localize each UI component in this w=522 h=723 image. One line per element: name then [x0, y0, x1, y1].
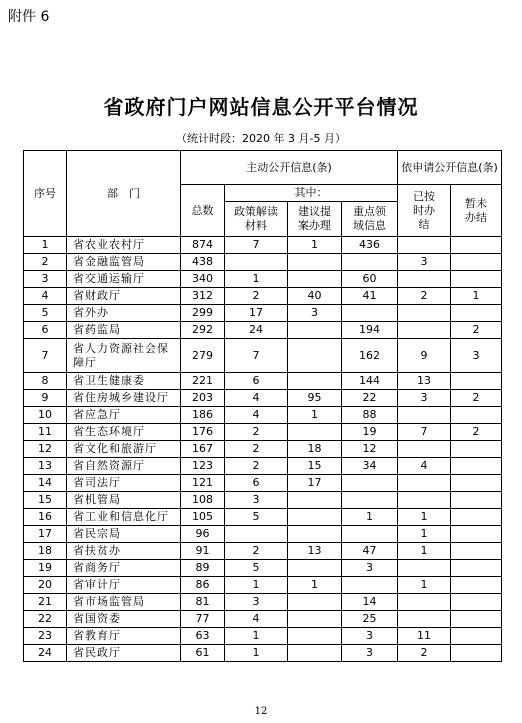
cell-pending: 3	[451, 339, 502, 373]
header-total: 总数	[181, 185, 225, 237]
table-row	[24, 492, 502, 509]
cell-seq: 9	[24, 390, 67, 407]
cell-on-time: 2	[398, 288, 451, 305]
page-number: 12	[254, 706, 268, 717]
cell-on-time: 2	[398, 645, 451, 662]
header-pending: 暂未办结	[451, 185, 502, 237]
table-row	[24, 237, 502, 254]
cell-policy	[225, 254, 288, 271]
cell-key-area: 3	[342, 628, 398, 645]
cell-on-time: 4	[398, 458, 451, 475]
cell-proposal	[288, 611, 342, 628]
cell-total: 167	[181, 441, 225, 458]
cell-total: 176	[181, 424, 225, 441]
cell-dept: 省药监局	[67, 322, 181, 339]
table-body	[24, 237, 502, 662]
cell-dept: 省自然资源厅	[67, 458, 181, 475]
cell-seq: 21	[24, 594, 67, 611]
cell-total: 186	[181, 407, 225, 424]
cell-key-area: 3	[342, 645, 398, 662]
cell-proposal: 3	[288, 305, 342, 322]
table-row	[24, 560, 502, 577]
cell-key-area	[342, 526, 398, 543]
cell-seq: 13	[24, 458, 67, 475]
cell-proposal	[288, 254, 342, 271]
cell-pending	[451, 271, 502, 288]
cell-pending	[451, 458, 502, 475]
cell-total: 292	[181, 322, 225, 339]
cell-on-time: 1	[398, 577, 451, 594]
cell-on-time	[398, 492, 451, 509]
cell-policy: 17	[225, 305, 288, 322]
table-row	[24, 594, 502, 611]
cell-dept: 省外办	[67, 305, 181, 322]
cell-proposal	[288, 424, 342, 441]
cell-on-time	[398, 271, 451, 288]
cell-pending: 2	[451, 390, 502, 407]
cell-total: 77	[181, 611, 225, 628]
header-proactive: 主动公开信息(条)	[181, 151, 398, 185]
cell-key-area: 60	[342, 271, 398, 288]
table-row	[24, 543, 502, 560]
table-row	[24, 526, 502, 543]
cell-pending	[451, 305, 502, 322]
cell-dept: 省扶贫办	[67, 543, 181, 560]
cell-proposal: 1	[288, 407, 342, 424]
cell-dept: 省住房城乡建设厅	[67, 390, 181, 407]
table-row	[24, 424, 502, 441]
cell-seq: 23	[24, 628, 67, 645]
cell-pending	[451, 407, 502, 424]
table-row	[24, 407, 502, 424]
header-of-which: 其中：	[225, 185, 398, 202]
cell-dept: 省文化和旅游厅	[67, 441, 181, 458]
cell-total: 121	[181, 475, 225, 492]
cell-total: 91	[181, 543, 225, 560]
cell-policy: 1	[225, 645, 288, 662]
cell-seq: 24	[24, 645, 67, 662]
cell-on-time	[398, 322, 451, 339]
cell-proposal	[288, 645, 342, 662]
cell-pending: 2	[451, 424, 502, 441]
cell-policy: 3	[225, 492, 288, 509]
cell-policy: 2	[225, 543, 288, 560]
cell-key-area: 162	[342, 339, 398, 373]
cell-total: 81	[181, 594, 225, 611]
cell-proposal	[288, 339, 342, 373]
cell-policy: 24	[225, 322, 288, 339]
cell-on-time: 3	[398, 254, 451, 271]
cell-dept: 省交通运输厅	[67, 271, 181, 288]
cell-policy: 7	[225, 339, 288, 373]
cell-policy: 2	[225, 441, 288, 458]
cell-on-time	[398, 560, 451, 577]
cell-total: 61	[181, 645, 225, 662]
cell-dept: 省财政厅	[67, 288, 181, 305]
cell-dept: 省机管局	[67, 492, 181, 509]
cell-proposal	[288, 322, 342, 339]
cell-seq: 6	[24, 322, 67, 339]
cell-seq: 4	[24, 288, 67, 305]
cell-key-area	[342, 254, 398, 271]
cell-pending	[451, 509, 502, 526]
cell-seq: 5	[24, 305, 67, 322]
cell-dept: 省金融监管局	[67, 254, 181, 271]
cell-proposal: 1	[288, 577, 342, 594]
cell-pending: 1	[451, 288, 502, 305]
info-disclosure-table	[23, 150, 502, 662]
header-key-area: 重点领域信息	[342, 202, 398, 237]
cell-on-time	[398, 594, 451, 611]
cell-seq: 17	[24, 526, 67, 543]
cell-key-area: 25	[342, 611, 398, 628]
cell-seq: 11	[24, 424, 67, 441]
cell-dept: 省民宗局	[67, 526, 181, 543]
cell-proposal	[288, 373, 342, 390]
cell-total: 312	[181, 288, 225, 305]
cell-dept: 省农业农村厅	[67, 237, 181, 254]
cell-policy: 2	[225, 288, 288, 305]
cell-key-area: 34	[342, 458, 398, 475]
cell-policy: 2	[225, 424, 288, 441]
cell-total: 279	[181, 339, 225, 373]
cell-pending	[451, 526, 502, 543]
cell-policy: 4	[225, 611, 288, 628]
cell-seq: 18	[24, 543, 67, 560]
cell-total: 221	[181, 373, 225, 390]
cell-pending	[451, 543, 502, 560]
cell-key-area: 194	[342, 322, 398, 339]
cell-pending	[451, 577, 502, 594]
cell-total: 108	[181, 492, 225, 509]
cell-total: 89	[181, 560, 225, 577]
cell-total: 299	[181, 305, 225, 322]
cell-on-time	[398, 611, 451, 628]
cell-policy	[225, 526, 288, 543]
cell-seq: 1	[24, 237, 67, 254]
header-proposal: 建议提案办理	[288, 202, 342, 237]
cell-total: 105	[181, 509, 225, 526]
cell-proposal: 17	[288, 475, 342, 492]
cell-policy: 6	[225, 373, 288, 390]
cell-seq: 12	[24, 441, 67, 458]
cell-seq: 3	[24, 271, 67, 288]
cell-pending	[451, 611, 502, 628]
cell-proposal	[288, 594, 342, 611]
cell-policy: 1	[225, 271, 288, 288]
cell-key-area: 19	[342, 424, 398, 441]
cell-dept: 省教育厅	[67, 628, 181, 645]
cell-dept: 省人力资源社会保障厅	[67, 339, 181, 373]
cell-on-time: 1	[398, 543, 451, 560]
cell-on-time: 3	[398, 390, 451, 407]
cell-key-area: 144	[342, 373, 398, 390]
cell-proposal: 40	[288, 288, 342, 305]
header-on-request: 依申请公开信息(条)	[398, 151, 502, 185]
cell-proposal: 13	[288, 543, 342, 560]
cell-policy: 6	[225, 475, 288, 492]
cell-total: 203	[181, 390, 225, 407]
cell-policy: 2	[225, 458, 288, 475]
table-row	[24, 628, 502, 645]
cell-on-time	[398, 441, 451, 458]
header-seq: 序号	[24, 151, 67, 237]
table-row	[24, 458, 502, 475]
cell-on-time: 11	[398, 628, 451, 645]
cell-dept: 省应急厅	[67, 407, 181, 424]
cell-policy: 3	[225, 594, 288, 611]
cell-key-area	[342, 305, 398, 322]
cell-seq: 16	[24, 509, 67, 526]
cell-on-time: 7	[398, 424, 451, 441]
table-row	[24, 305, 502, 322]
cell-seq: 10	[24, 407, 67, 424]
cell-on-time	[398, 305, 451, 322]
cell-key-area: 22	[342, 390, 398, 407]
table-row	[24, 509, 502, 526]
cell-dept: 省生态环境厅	[67, 424, 181, 441]
cell-on-time: 1	[398, 526, 451, 543]
cell-seq: 2	[24, 254, 67, 271]
cell-proposal	[288, 526, 342, 543]
cell-proposal	[288, 492, 342, 509]
cell-proposal	[288, 509, 342, 526]
cell-seq: 20	[24, 577, 67, 594]
table-row	[24, 288, 502, 305]
attachment-label: 附件 6	[8, 9, 50, 25]
cell-key-area	[342, 492, 398, 509]
cell-proposal	[288, 271, 342, 288]
cell-policy: 5	[225, 560, 288, 577]
cell-on-time	[398, 237, 451, 254]
table-row	[24, 577, 502, 594]
cell-pending: 2	[451, 322, 502, 339]
header-policy: 政策解读材料	[225, 202, 288, 237]
table-row	[24, 441, 502, 458]
cell-on-time: 13	[398, 373, 451, 390]
cell-seq: 8	[24, 373, 67, 390]
cell-proposal	[288, 628, 342, 645]
header-dept: 部 门	[67, 151, 181, 237]
cell-seq: 7	[24, 339, 67, 373]
cell-policy: 5	[225, 509, 288, 526]
cell-dept: 省工业和信息化厅	[67, 509, 181, 526]
cell-total: 86	[181, 577, 225, 594]
cell-policy: 1	[225, 628, 288, 645]
cell-dept: 省国资委	[67, 611, 181, 628]
cell-total: 340	[181, 271, 225, 288]
table-row	[24, 322, 502, 339]
table-row	[24, 271, 502, 288]
cell-dept: 省商务厅	[67, 560, 181, 577]
cell-dept: 省卫生健康委	[67, 373, 181, 390]
table-row	[24, 254, 502, 271]
cell-pending	[451, 254, 502, 271]
table-row	[24, 645, 502, 662]
cell-pending	[451, 373, 502, 390]
cell-pending	[451, 492, 502, 509]
cell-pending	[451, 594, 502, 611]
cell-total: 123	[181, 458, 225, 475]
cell-dept: 省司法厅	[67, 475, 181, 492]
cell-on-time	[398, 407, 451, 424]
table-row	[24, 611, 502, 628]
cell-key-area: 14	[342, 594, 398, 611]
table-row	[24, 373, 502, 390]
table-row	[24, 475, 502, 492]
cell-proposal	[288, 560, 342, 577]
cell-policy: 1	[225, 577, 288, 594]
cell-key-area: 88	[342, 407, 398, 424]
cell-pending	[451, 628, 502, 645]
cell-total: 96	[181, 526, 225, 543]
cell-policy: 7	[225, 237, 288, 254]
header-on-time: 已按时办结	[398, 185, 451, 237]
cell-proposal: 1	[288, 237, 342, 254]
cell-on-time: 9	[398, 339, 451, 373]
cell-proposal: 18	[288, 441, 342, 458]
cell-dept: 省市场监管局	[67, 594, 181, 611]
cell-pending	[451, 645, 502, 662]
cell-pending	[451, 475, 502, 492]
cell-seq: 15	[24, 492, 67, 509]
cell-seq: 14	[24, 475, 67, 492]
cell-proposal: 95	[288, 390, 342, 407]
cell-dept: 省审计厅	[67, 577, 181, 594]
cell-key-area: 47	[342, 543, 398, 560]
table-row	[24, 390, 502, 407]
cell-total: 438	[181, 254, 225, 271]
cell-seq: 19	[24, 560, 67, 577]
cell-proposal: 15	[288, 458, 342, 475]
page-title: 省政府门户网站信息公开平台情况	[103, 95, 419, 119]
table-row	[24, 339, 502, 373]
cell-policy: 4	[225, 407, 288, 424]
cell-pending	[451, 560, 502, 577]
cell-key-area	[342, 475, 398, 492]
cell-policy: 4	[225, 390, 288, 407]
cell-total: 63	[181, 628, 225, 645]
cell-dept: 省民政厅	[67, 645, 181, 662]
statistics-period: （统计时段：2020 年 3 月-5 月）	[176, 132, 346, 145]
cell-pending	[451, 237, 502, 254]
cell-pending	[451, 441, 502, 458]
cell-key-area: 1	[342, 509, 398, 526]
cell-key-area: 41	[342, 288, 398, 305]
cell-key-area: 436	[342, 237, 398, 254]
cell-key-area	[342, 577, 398, 594]
cell-on-time: 1	[398, 509, 451, 526]
cell-key-area: 12	[342, 441, 398, 458]
cell-seq: 22	[24, 611, 67, 628]
cell-total: 874	[181, 237, 225, 254]
cell-key-area: 3	[342, 560, 398, 577]
cell-on-time	[398, 475, 451, 492]
